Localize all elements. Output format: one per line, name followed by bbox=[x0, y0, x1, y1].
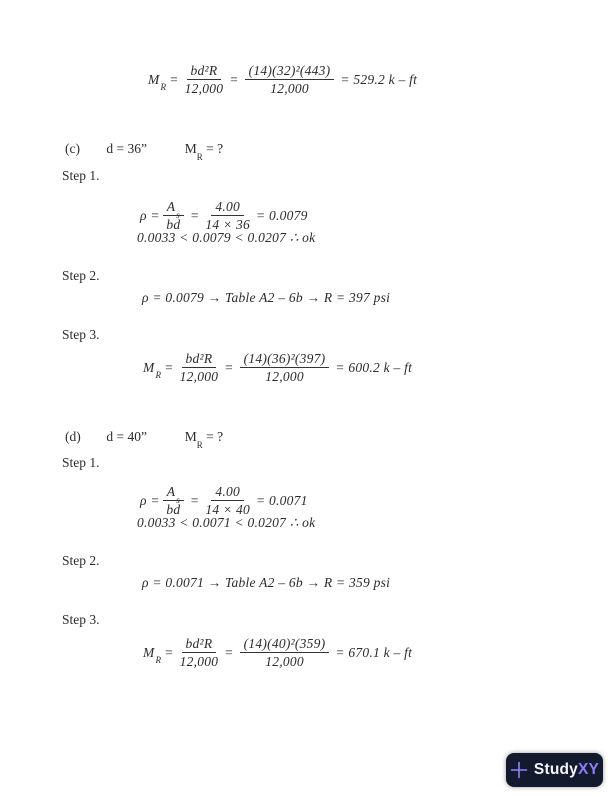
formula-result: = 529.2 k – ft bbox=[340, 71, 418, 87]
mr-symbol: $M_R$ bbox=[148, 71, 167, 93]
check-line-c: 0.0033 < 0.0079 < 0.0207 ∴ ok bbox=[137, 230, 316, 245]
formula-result: = 600.2 k – ft bbox=[335, 359, 413, 375]
formula-mr-d bbox=[143, 636, 412, 669]
equals-op: = bbox=[189, 492, 200, 508]
section-c-header bbox=[65, 141, 224, 162]
formula-result: = 670.1 k – ft bbox=[335, 644, 413, 660]
studyxy-logo[interactable] bbox=[506, 753, 603, 787]
formula-mr-top bbox=[148, 63, 417, 96]
fraction-numeric: $\frac{\text{(14)(36)²(397)}}{12,000}$ bbox=[240, 351, 330, 384]
equals-op: = bbox=[224, 644, 234, 660]
section-d-header bbox=[65, 429, 224, 450]
equals-op: = bbox=[224, 359, 234, 375]
step3-label-d: Step 3. bbox=[62, 612, 100, 627]
rho-lhs: ρ = bbox=[140, 492, 160, 508]
given-depth: d = 36” bbox=[106, 141, 147, 156]
fraction-symbolic: $\frac{A_s}{bd}$ bbox=[163, 199, 184, 232]
table-lookup-line-d: ρ = 0.0071 → Table A2 – 6b → R = 359 psi bbox=[142, 575, 391, 590]
formula-rho-d bbox=[140, 484, 308, 517]
section-label: (c) bbox=[65, 141, 80, 156]
question-mr: $M_R$ = ? bbox=[184, 429, 224, 450]
equals-op: = bbox=[164, 644, 174, 660]
fraction-numeric: $\frac{\text{(14)(40)²(359)}}{12,000}$ bbox=[240, 636, 330, 669]
step2-label-d: Step 2. bbox=[62, 553, 100, 568]
formula-rho-c bbox=[140, 199, 308, 232]
step2-label-c: Step 2. bbox=[62, 268, 100, 283]
equals-op: = bbox=[229, 71, 239, 87]
fraction-symbolic: $\frac{\text{bd²R}}{12,000}$ bbox=[179, 351, 219, 385]
logo-wordmark: StudyXY bbox=[533, 761, 600, 778]
formula-mr-c bbox=[143, 351, 412, 384]
step1-label-d: Step 1. bbox=[62, 455, 100, 470]
fraction-symbolic: $\frac{A_s}{bd}$ bbox=[163, 484, 184, 517]
mr-symbol: $M_R$ bbox=[143, 359, 162, 381]
fraction-symbolic: $\frac{\text{bd²R}}{12,000}$ bbox=[184, 63, 224, 97]
equals-op: = bbox=[169, 71, 179, 87]
equals-op: = bbox=[189, 207, 200, 223]
step1-label-c: Step 1. bbox=[62, 168, 100, 183]
fraction-symbolic: $\frac{\text{bd²R}}{12,000}$ bbox=[179, 636, 219, 670]
check-line-d: 0.0033 < 0.0071 < 0.0207 ∴ ok bbox=[137, 515, 316, 530]
given-depth: d = 40” bbox=[106, 429, 147, 444]
formula-result: = 0.0079 bbox=[255, 207, 308, 223]
formula-result: = 0.0071 bbox=[255, 492, 308, 508]
mr-symbol: $M_R$ bbox=[143, 644, 162, 666]
equals-op: = bbox=[164, 359, 174, 375]
fraction-numeric: $\frac{4.00}{14 \times 36}$ bbox=[205, 199, 250, 233]
section-label: (d) bbox=[65, 429, 81, 444]
fraction-numeric: $\frac{\text{(14)(32)²(443)}}{12,000}$ bbox=[245, 63, 335, 96]
plus-icon bbox=[510, 761, 528, 779]
step3-label-c: Step 3. bbox=[62, 327, 100, 342]
fraction-numeric: $\frac{4.00}{14 \times 40}$ bbox=[205, 484, 250, 518]
table-lookup-line-c: ρ = 0.0079 → Table A2 – 6b → R = 397 psi bbox=[142, 290, 391, 305]
question-mr: $M_R$ = ? bbox=[184, 141, 224, 162]
rho-lhs: ρ = bbox=[140, 207, 160, 223]
